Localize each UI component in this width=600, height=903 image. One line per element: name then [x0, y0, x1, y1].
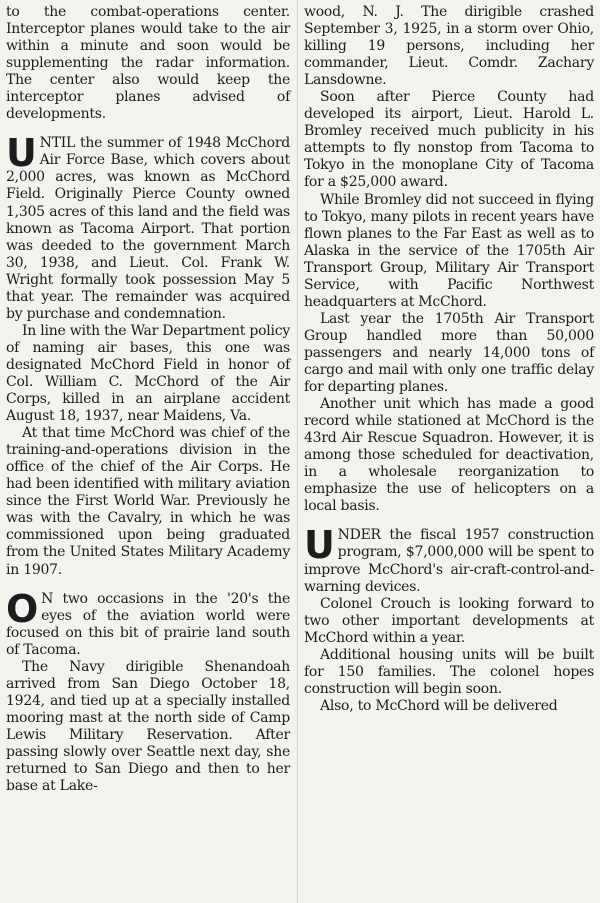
body-paragraph: to the combat-operations center. Interceptor planes would take to the air within a minute and soon would be supplementing the radar information. The center also would keep the interceptor planes advised of developments.: [6, 4, 290, 123]
section-text: NDER the fiscal 1957 construction program, $7,000,000 will be spent to improve McChord's air-craft-control-and-warning devices.: [304, 527, 594, 595]
body-paragraph: wood, N. J. The dirigible crashed September 3, 1925, in a storm over Ohio, killing 19 persons, including her commander, Lieut. Comdr. Zachary Lansdowne.: [304, 4, 594, 89]
section-text: N two occasions in the '20's the eyes of the aviation world were focused on this bit of prairie land south of Tacoma.: [6, 590, 290, 658]
body-paragraph: While Bromley did not succeed in flying to Tokyo, many pilots in recent years have flown planes to the Far East as well as to Alaska in the service of the 1705th Air Transport Group, Military Air Transport Service, with Pacific Northwest headquarters at McChord.: [304, 191, 594, 310]
left-column: [6, 4, 290, 795]
section-paragraph: [304, 523, 594, 595]
body-paragraph: Last year the 1705th Air Transport Group handled more than 50,000 passengers and nearly 14,000 tons of cargo and mail with only one traffic delay for departing planes.: [304, 310, 594, 396]
section-paragraph: [6, 586, 290, 659]
column-divider: [297, 0, 298, 903]
body-paragraph: At that time McChord was chief of the training-and-operations division in the office of the chief of the Air Corps. He had been identified with military aviation since the First World War. Previously he was with the Cavalry, in which he was commissioned upon being graduated from the United States Military Academy in 1907.: [6, 425, 290, 578]
section-paragraph: [6, 131, 290, 323]
body-paragraph: The Navy dirigible Shenandoah arrived from San Diego October 18, 1924, and tied up at a specially installed mooring mast at the north side of Camp Lewis Military Reservation. After passing slowly over Seattle next day, she returned to San Diego and then to her base at Lake-: [6, 658, 290, 795]
section-text: NTIL the summer of 1948 McChord Air Force Base, which covers about 2,000 acres, was known as McChord Field. Originally Pierce County owned 1,305 acres of this land and the field was known as Tacoma Airport. That portion was deeded to the government March 30, 1938, and Lieut. Col. Frank W. Wright formally took possession May 5 that year. The remainder was acquired by purchase and condemnation.: [6, 135, 290, 322]
drop-cap: O: [6, 586, 39, 631]
drop-cap: U: [304, 523, 335, 568]
body-paragraph: Another unit which has made a good record while stationed at McChord is the 43rd Air Rescue Squadron. However, it is among those scheduled for deactivation, in a wholesale reorganization to emphasize the use of helicopters on a local basis.: [304, 396, 594, 515]
body-paragraph: Soon after Pierce County had developed its airport, Lieut. Harold L. Bromley received much publicity in his attempts to fly nonstop from Tacoma to Tokyo in the monoplane City of Tacoma for a $25,000 award.: [304, 89, 594, 191]
drop-cap: U: [6, 131, 37, 176]
body-paragraph: Colonel Crouch is looking forward to two other important developments at McChord within a year.: [304, 595, 594, 646]
body-paragraph: Also, to McChord will be delivered: [320, 697, 558, 714]
right-column: [304, 4, 594, 715]
body-paragraph: Additional housing units will be built for 150 families. The colonel hopes construction will begin soon.: [304, 646, 594, 697]
body-paragraph: In line with the War Department policy of naming air bases, this one was designated McChord Field in honor of Col. William C. McChord of the Air Corps, killed in an airplane accident August 18, 1937, near Maidens, Va.: [6, 322, 290, 425]
